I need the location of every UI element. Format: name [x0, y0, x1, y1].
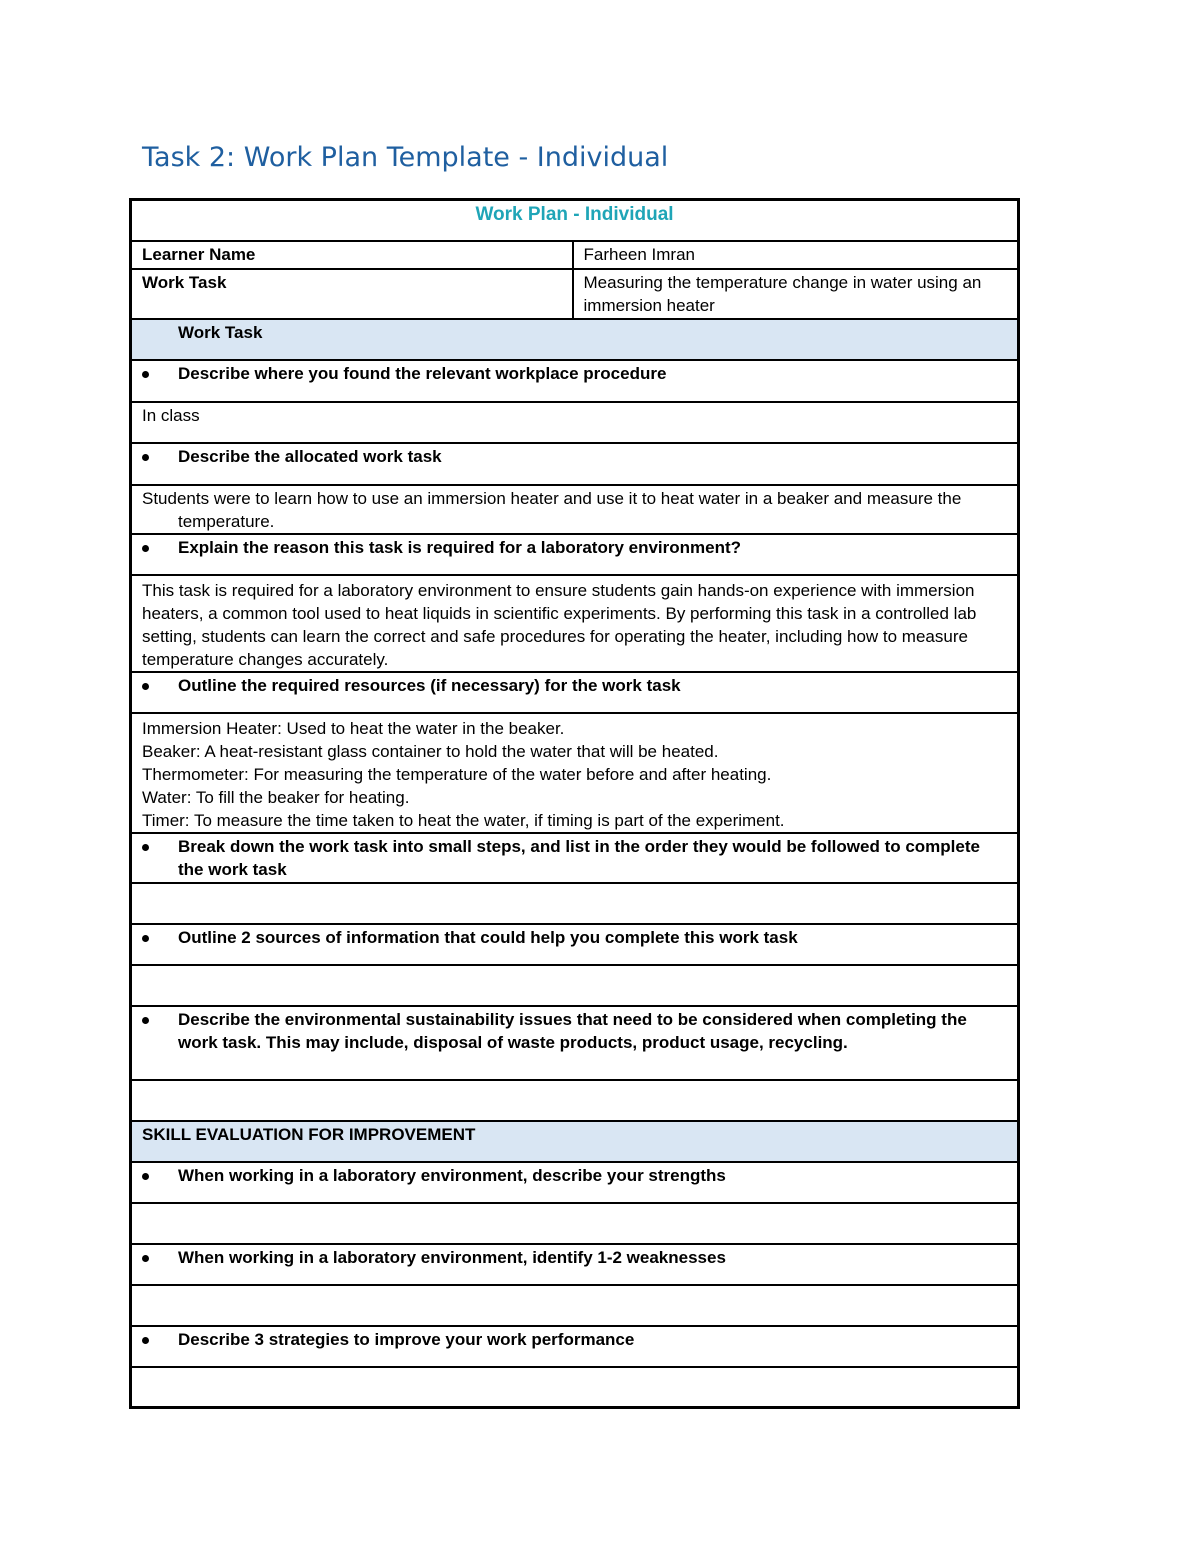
question-task-steps: Break down the work task into small steps, and list in the order they would be followed to complete the work task	[142, 835, 1007, 881]
resource-line: Thermometer: For measuring the temperature of the water before and after heating.	[142, 764, 772, 784]
work-task-value[interactable]: Measuring the temperature change in water using an immersion heater	[573, 269, 1019, 319]
question-allocated-task: Describe the allocated work task	[142, 445, 1007, 468]
section-work-task: Work Task	[131, 319, 1019, 360]
answer-sustainability-issues[interactable]	[131, 1080, 1019, 1121]
answer-information-sources[interactable]	[131, 965, 1019, 1006]
table-caption-row	[131, 200, 1019, 241]
answer-task-reason[interactable]: This task is required for a laboratory environment to ensure students gain hands-on experience with immersion heaters, a common tool used to heat liquids in scientific experiments. By performing this task in a controlled lab setting, students can learn the correct and safe procedures for operating the heater, including how to measure temperature changes accurately.	[131, 575, 1019, 672]
question-task-reason: Explain the reason this task is required for a laboratory environment?	[142, 536, 1007, 559]
answer-strengths[interactable]	[131, 1203, 1019, 1244]
question-strengths: When working in a laboratory environment, describe your strengths	[142, 1164, 1007, 1187]
section-skill-evaluation: SKILL EVALUATION FOR IMPROVEMENT	[131, 1121, 1019, 1162]
question-procedure-source: Describe where you found the relevant workplace procedure	[142, 362, 1007, 385]
learner-name-label: Learner Name	[131, 241, 573, 269]
answer-required-resources[interactable]	[131, 713, 1019, 833]
learner-name-value[interactable]: Farheen Imran	[573, 241, 1019, 269]
work-task-label: Work Task	[131, 269, 573, 319]
work-task-row	[131, 269, 1019, 319]
resource-line: Water: To fill the beaker for heating.	[142, 787, 410, 807]
question-required-resources: Outline the required resources (if necessary) for the work task	[142, 674, 1007, 697]
work-plan-table	[129, 198, 1020, 1409]
answer-procedure-source[interactable]: In class	[131, 402, 1019, 443]
question-weaknesses: When working in a laboratory environment, identify 1-2 weaknesses	[142, 1246, 1007, 1269]
question-sustainability-issues: Describe the environmental sustainability issues that need to be considered when completing the work task. This may include, disposal of waste products, product usage, recycling.	[142, 1008, 1007, 1054]
answer-task-steps[interactable]	[131, 883, 1019, 924]
answer-allocated-task[interactable]: Students were to learn how to use an immersion heater and use it to heat water in a beaker and measure the temperature.	[142, 488, 962, 531]
answer-weaknesses[interactable]	[131, 1285, 1019, 1326]
resource-line: Immersion Heater: Used to heat the water in the beaker.	[142, 718, 565, 738]
resource-line: Beaker: A heat-resistant glass container to hold the water that will be heated.	[142, 741, 719, 761]
learner-row	[131, 241, 1019, 269]
document-title: Task 2: Work Plan Template - Individual	[142, 142, 669, 173]
table-caption: Work Plan - Individual	[131, 200, 1019, 241]
resource-line: Timer: To measure the time taken to heat the water, if timing is part of the experiment.	[142, 810, 785, 830]
question-improvement-strategies: Describe 3 strategies to improve your work performance	[142, 1328, 1007, 1351]
question-information-sources: Outline 2 sources of information that could help you complete this work task	[142, 926, 1007, 949]
answer-improvement-strategies[interactable]	[131, 1367, 1019, 1408]
